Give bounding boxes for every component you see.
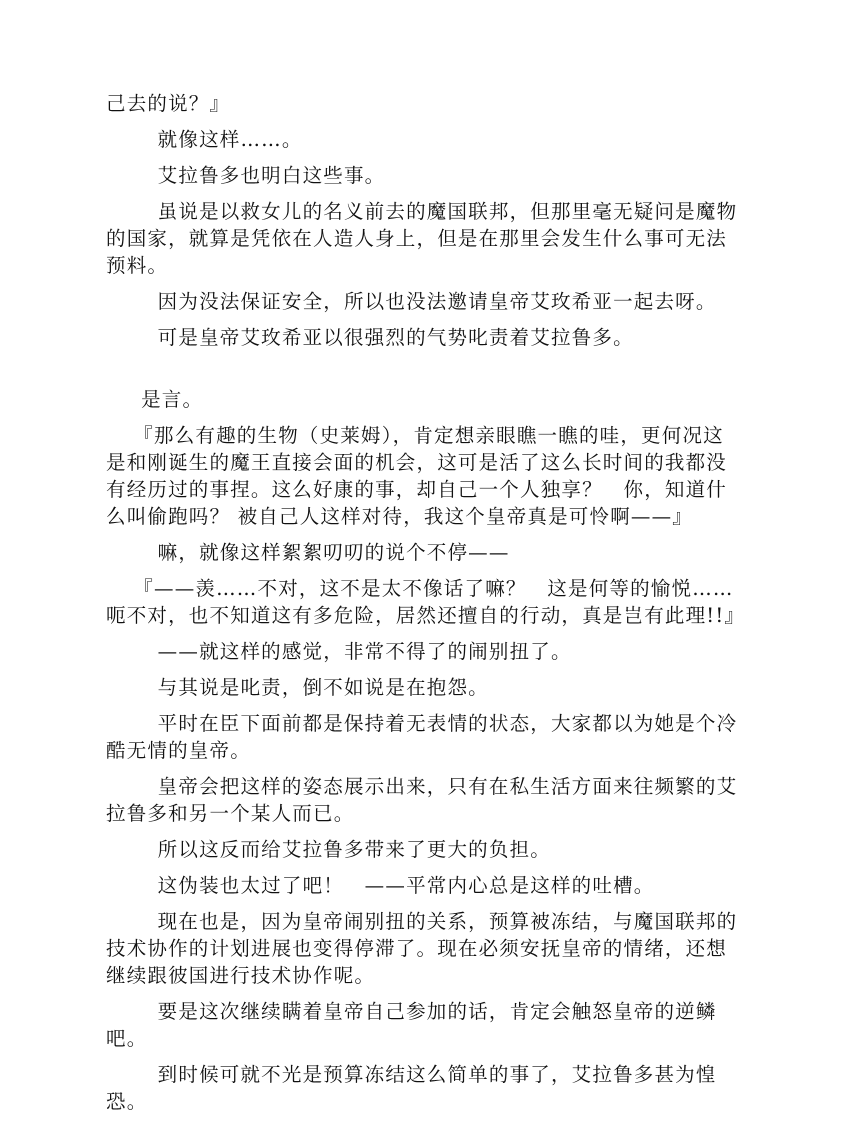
paragraph: 是言。 — [141, 388, 204, 411]
section-gap — [106, 360, 744, 386]
paragraph: 嘛，就像这样絮絮叨叨的说个不停—— — [157, 541, 510, 564]
text-body — [106, 90, 744, 1124]
paragraph: 与其说是叱责，倒不如说是在抱怨。 — [157, 676, 489, 699]
paragraph: 皇帝会把这样的姿态展示出来，只有在私生活方面来往频繁的艾拉鲁多和另一个某人而已。 — [106, 775, 738, 825]
paragraph: 到时候可就不光是预算冻结这么简单的事了，艾拉鲁多甚为惶恐。 — [106, 1063, 717, 1113]
paragraph: 因为没法保证安全，所以也没法邀请皇帝艾玫希亚一起去呀。 — [157, 290, 717, 313]
paragraph: 这伪装也太过了吧！ ——平常内心总是这样的吐槽。 — [157, 874, 655, 897]
paragraph: 要是这次继续瞒着皇帝自己参加的话，肯定会触怒皇帝的逆鳞吧。 — [106, 1000, 717, 1050]
paragraph: 艾拉鲁多也明白这些事。 — [157, 164, 386, 187]
paragraph: 所以这反而给艾拉鲁多带来了更大的负担。 — [157, 838, 551, 861]
paragraph: 平时在臣下面前都是保持着无表情的状态，大家都以为她是个冷酷无情的皇帝。 — [106, 712, 738, 762]
paragraph: 现在也是，因为皇帝闹别扭的关系，预算被冻结，与魔国联邦的技术协作的计划进展也变得停滞了。现在必须安抚皇帝的情绪，还想继续跟彼国进行技术协作呢。 — [106, 910, 738, 987]
dialogue-paragraph: 『那么有趣的生物（史莱姆），肯定想亲眼瞧一瞧的哇，更何况这是和刚诞生的魔王直接会面的机会，这可是活了这么长时间的我都没有经历过的事捏。这么好康的事，却自己一个人独享？ 你，知道什么叫偷跑吗？ 被自己人这样对待，我这个皇帝真是可怜啊——』 — [106, 424, 728, 528]
paragraph: 就像这样……。 — [157, 128, 303, 151]
dialogue-paragraph: 『——羡……不对，这不是太不像话了嘛？ 这是何等的愉悦……呃不对，也不知道这有多危险，居然还擅自的行动，真是岂有此理!!』 — [106, 577, 746, 627]
paragraph: 虽说是以救女儿的名义前去的魔国联邦，但那里毫无疑问是魔物的国家，就算是凭依在人造人身上，但是在那里会发生什么事可无法预料。 — [106, 200, 738, 277]
paragraph: ——就这样的感觉，非常不得了的闹别扭了。 — [157, 640, 572, 663]
paragraph: 己去的说？』 — [106, 92, 231, 115]
paragraph: 可是皇帝艾玫希亚以很强烈的气势叱责着艾拉鲁多。 — [157, 326, 634, 349]
